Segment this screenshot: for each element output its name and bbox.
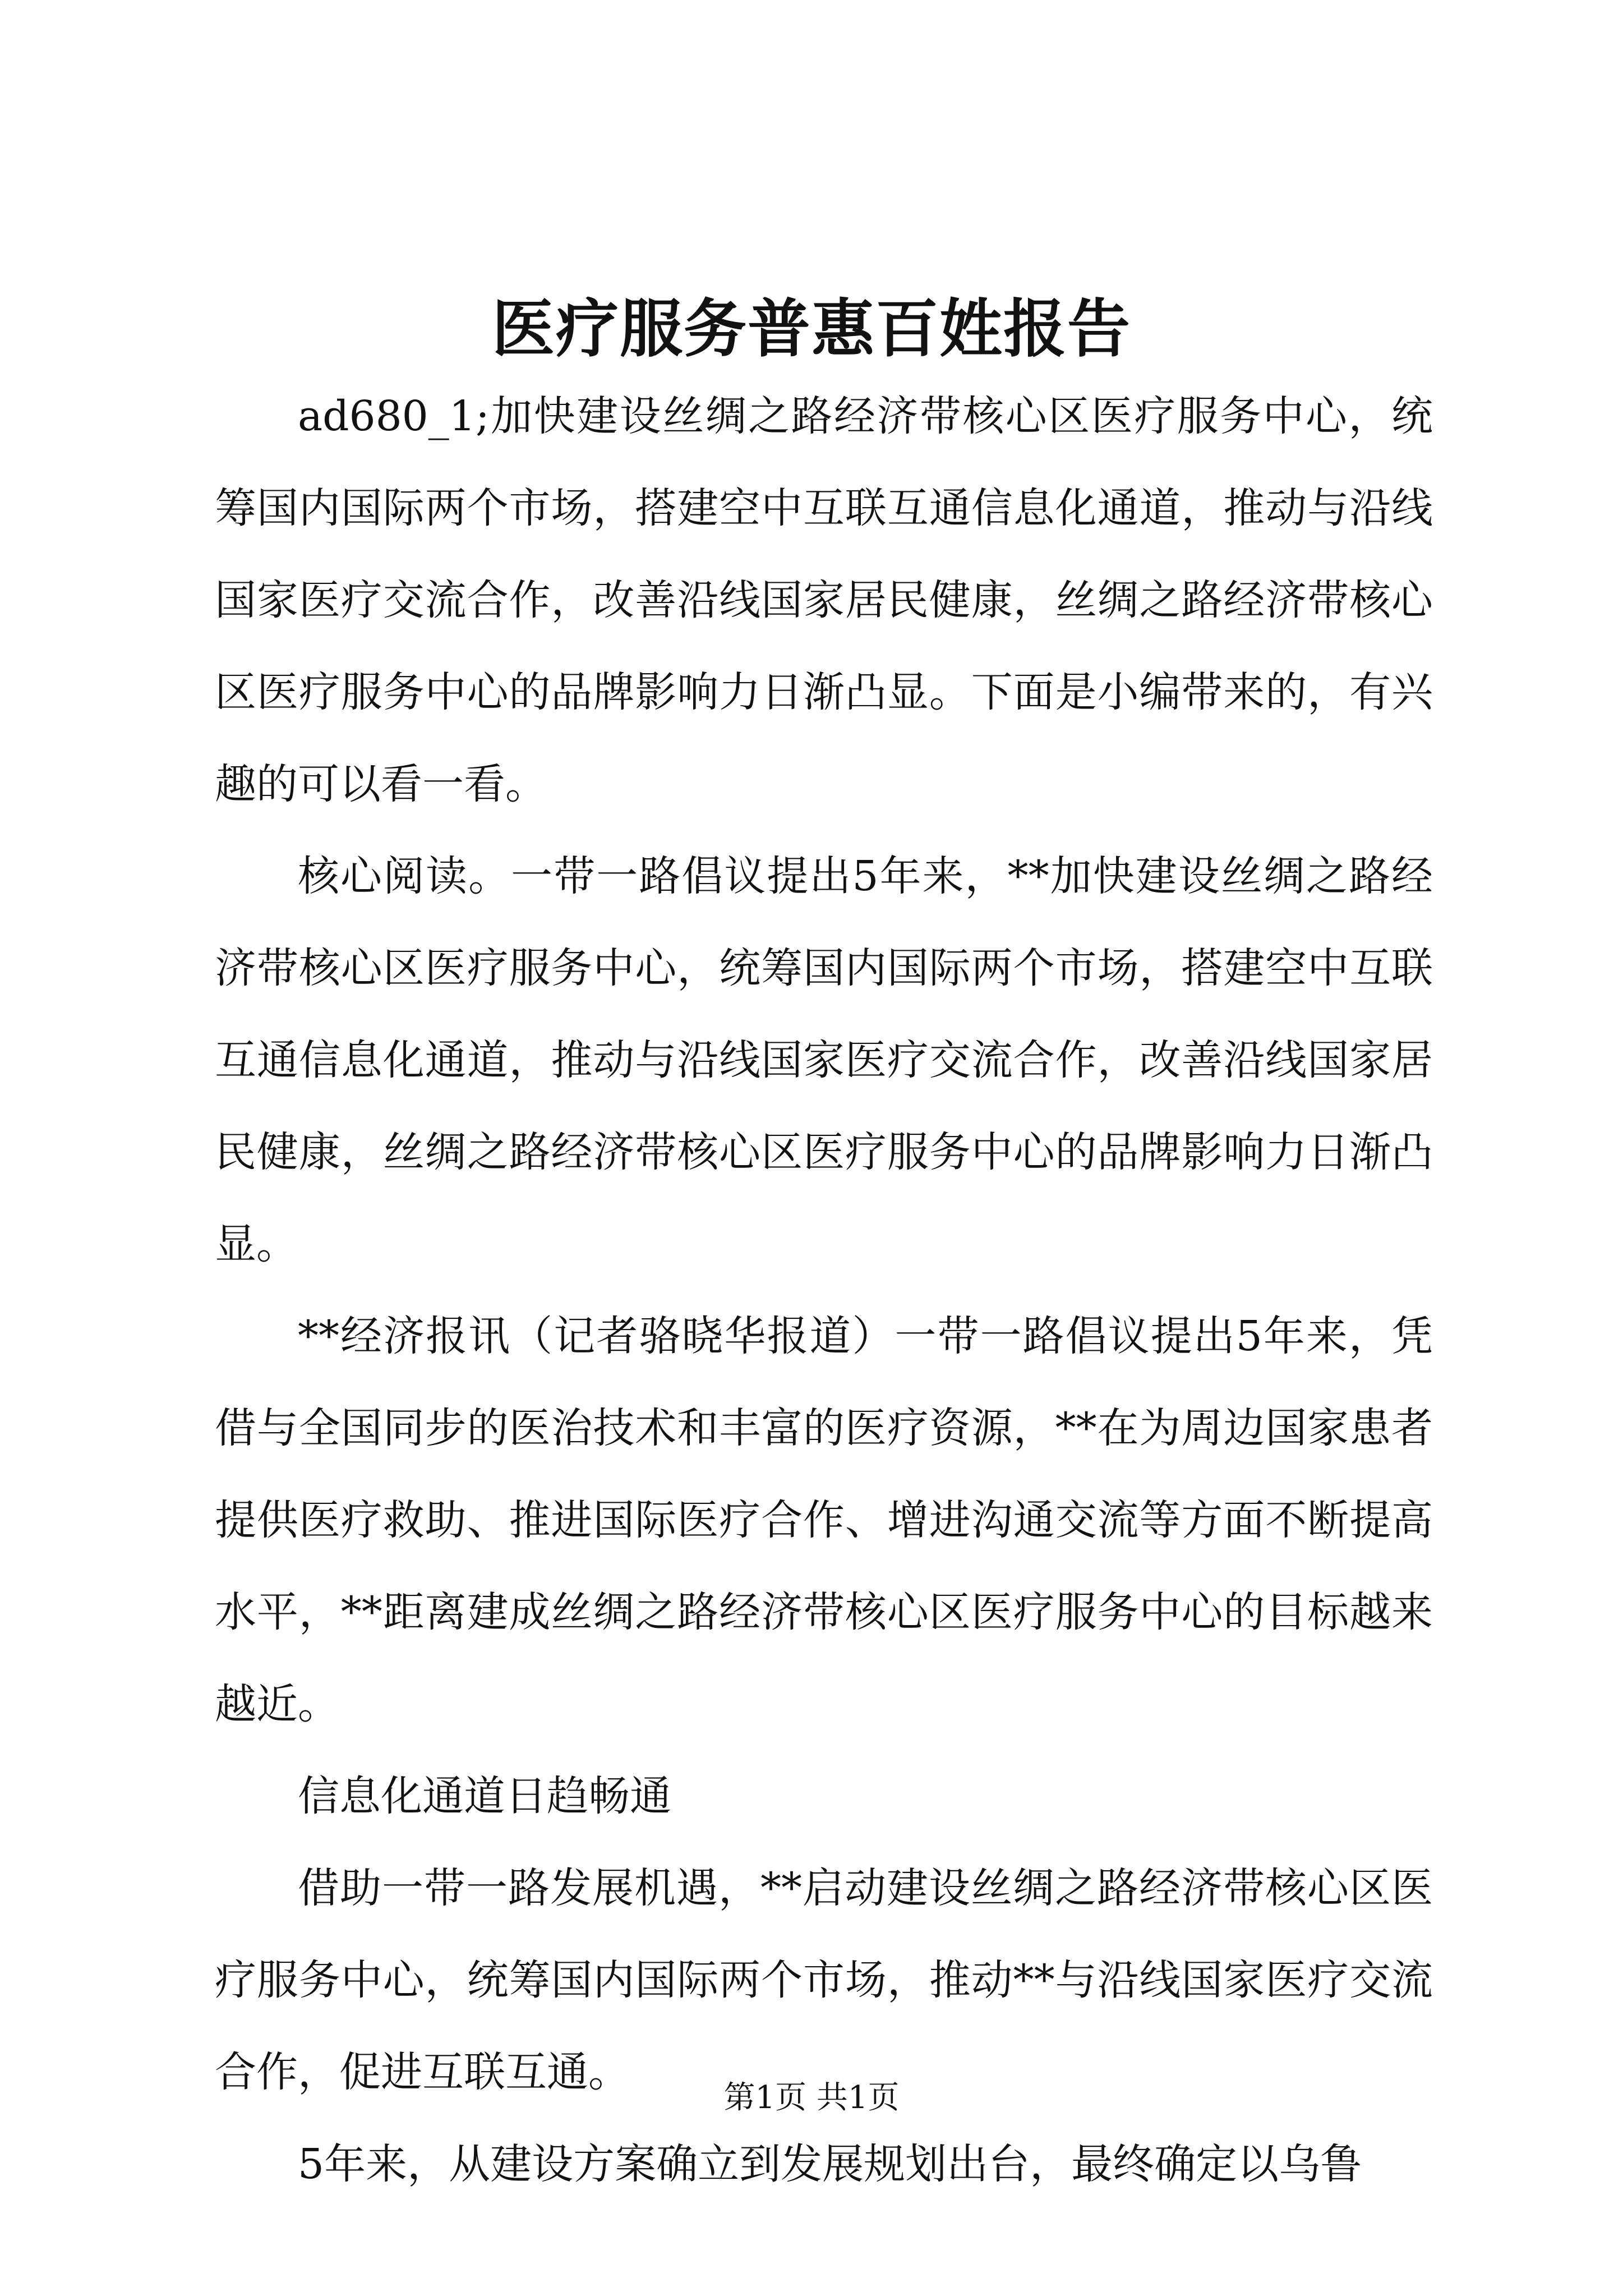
paragraph-news-report: **经济报讯（记者骆晓华报道）一带一路倡议提出5年来，凭借与全国同步的医治技术和丰富的医疗资源，**在为周边国家患者提供医疗救助、推进国际医疗合作、增进沟通交流等方面不断提高水平，**距离建成丝绸之路经济带核心区医疗服务中心的目标越来越近。: [215, 1312, 1433, 1728]
document-title: 医疗服务普惠百姓报告: [492, 292, 1131, 366]
paragraph-opportunity: 借助一带一路发展机遇，**启动建设丝绸之路经济带核心区医疗服务中心，统筹国内国际两个市场，推动**与沿线国家医疗交流合作，促进互联互通。: [215, 1864, 1433, 2096]
page-footer: 第1页 共1页: [723, 2079, 900, 2116]
document-body: [215, 370, 1433, 2210]
paragraph-intro: ad680_1;加快建设丝绸之路经济带核心区医疗服务中心，统筹国内国际两个市场，搭建空中互联互通信息化通道，推动与沿线国家医疗交流合作，改善沿线国家居民健康，丝绸之路经济带核心区医疗服务中心的品牌影响力日渐凸显。下面是小编带来的，有兴趣的可以看一看。: [215, 392, 1433, 808]
section-heading: 信息化通道日趋畅通: [298, 1772, 671, 1820]
paragraph-five-years: 5年来，从建设方案确立到发展规划出台，最终确定以乌鲁: [298, 2140, 1362, 2188]
paragraph-core-reading: 核心阅读。一带一路倡议提出5年来，**加快建设丝绸之路经济带核心区医疗服务中心，统筹国内国际两个市场，搭建空中互联互通信息化通道，推动与沿线国家医疗交流合作，改善沿线国家居民健康，丝绸之路经济带核心区医疗服务中心的品牌影响力日渐凸显。: [215, 852, 1433, 1268]
